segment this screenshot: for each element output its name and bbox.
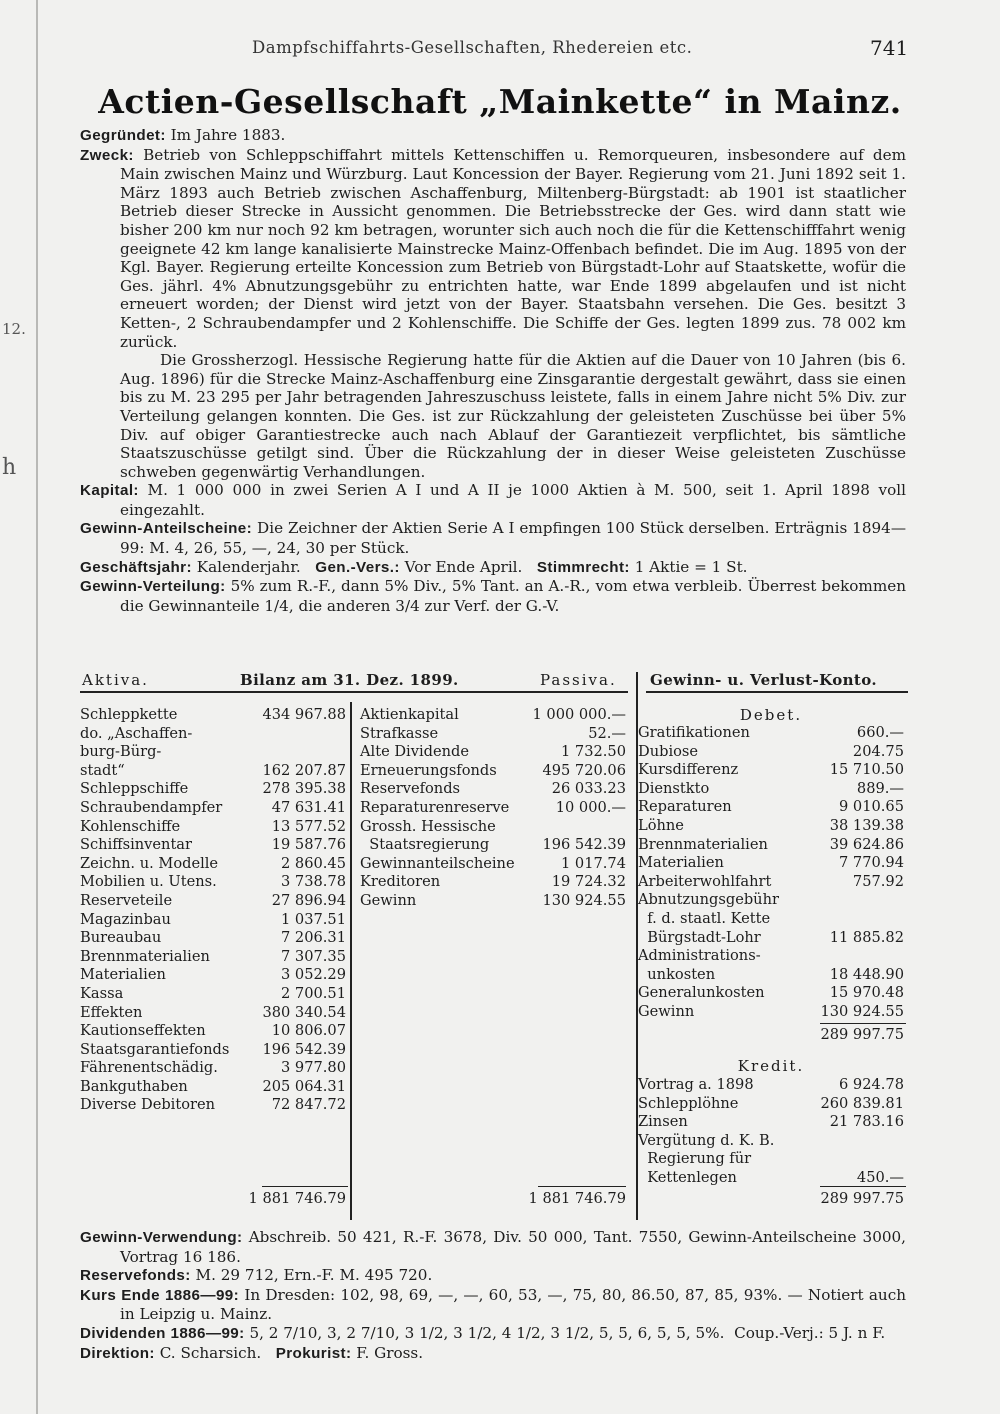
ledger-row <box>638 817 904 836</box>
zweck-label: Zweck: <box>80 146 134 164</box>
kurs-text: In Dresden: 102, 98, 69, —, —, 60, 53, —, 75, 80, 86.50, 87, 85, 93%. — Notiert auch in Leipzig u. Mainz. <box>120 1285 907 1324</box>
bilanz-top-rule <box>80 691 628 693</box>
kurs-line <box>80 1286 906 1324</box>
aktiva-total: 1 881 746.79 <box>248 1190 346 1207</box>
reservefonds-text: M. 29 712, Ern.-F. M. 495 720. <box>195 1266 433 1285</box>
ledger-item-name: Effekten <box>80 1003 143 1021</box>
direktion-text: C. Scharsich. <box>159 1343 262 1362</box>
passiva-list <box>360 706 626 911</box>
ledger-item-name: Löhne <box>638 816 684 834</box>
gewinn-verteilung-text: 5% zum R.-F., dann 5% Div., 5% Tant. an A.-R., vom etwa verbleib. Überrest bekommen die Gewinnanteile 1/4, die anderen 3/4 zur Verf. der G.-V. <box>120 577 906 615</box>
ledger-item-name: Schlepplöhne <box>638 1094 739 1112</box>
ledger-row <box>80 706 346 725</box>
ledger-item-name: Schleppschiffe <box>80 780 189 798</box>
ledger-row <box>638 761 904 780</box>
ledger-item-value: 7 770.94 <box>839 854 904 872</box>
ledger-item-value: 278 395.38 <box>262 780 346 798</box>
dividenden-text: 5, 2 7/10, 3, 2 7/10, 3 1/2, 3 1/2, 4 1/2, 3 1/2, 5, 5, 6, 5, 5, 5%. <box>249 1323 725 1342</box>
ledger-item-name: Regierung für <box>638 1150 752 1168</box>
ledger-item-name: Schraubendampfer <box>80 798 223 816</box>
ledger-row <box>80 762 346 781</box>
ledger-row <box>80 1059 346 1078</box>
ledger-item-value: 7 307.35 <box>281 947 346 965</box>
ledger-item-value: 130 924.55 <box>820 1002 904 1020</box>
ledger-item-name: Alte Dividende <box>360 743 469 761</box>
ledger-item-value: 47 631.41 <box>271 798 346 816</box>
gewinn-verteilung-label: Gewinn-Verteilung: <box>80 578 226 596</box>
ledger-row <box>80 966 346 985</box>
ledger-item-value: 38 139.38 <box>829 816 904 834</box>
ledger-row <box>638 1169 904 1188</box>
ledger-row <box>638 836 904 855</box>
ledger-row <box>80 873 346 892</box>
ledger-item-name: Kohlenschiffe <box>80 817 181 835</box>
ledger-item-name: Reparaturenreserve <box>360 798 510 816</box>
ledger-item-value: 6 924.78 <box>839 1076 904 1093</box>
ledger-row <box>638 929 904 948</box>
ledger-item-value: 26 033.23 <box>551 780 626 798</box>
ledger-item-value: 9 010.65 <box>839 798 904 816</box>
ledger-item-value: 19 724.32 <box>551 873 626 891</box>
ledger-item-name: Kettenlegen <box>638 1168 737 1186</box>
kapital-line <box>80 481 906 519</box>
ledger-item-name: Reserveteile <box>80 891 173 909</box>
ledger-item-value: 1 000 000.— <box>532 706 626 723</box>
passiva-total: 1 881 746.79 <box>528 1190 626 1207</box>
page-number: 741 <box>870 36 909 60</box>
ledger-row <box>638 1095 904 1114</box>
ledger-item-name: Brennmaterialien <box>638 835 768 853</box>
ledger-item-name: Dienstkto <box>638 779 710 797</box>
ledger-row <box>638 966 904 985</box>
ledger-item-value: 10 806.07 <box>271 1022 346 1040</box>
ledger-item-value: 52.— <box>588 724 626 742</box>
margin-mark: 12. <box>2 320 26 338</box>
ledger-item-name: Arbeiterwohlfahrt <box>638 872 772 890</box>
ledger-row <box>360 780 626 799</box>
ledger-item-name: Fährenentschädig. <box>80 1059 218 1077</box>
ledger-item-name: Magazinbau <box>80 910 171 928</box>
ledger-row <box>638 910 904 929</box>
ledger-item-name: Schleppkette <box>80 706 178 723</box>
ledger-item-value: 130 924.55 <box>542 891 626 909</box>
ledger-item-value: 260 839.81 <box>820 1094 904 1112</box>
direktion-label: Direktion: <box>80 1344 155 1362</box>
ledger-item-name: Materialien <box>80 966 166 984</box>
geschaeftsjahr-label: Geschäftsjahr: <box>80 558 192 576</box>
gewinnanteilscheine-text: Die Zeichner der Aktien Serie A I empfingen 100 Stück derselben. Erträgnis 1894—99: M. 4, 26, 55, —, 24, 30 per Stück. <box>120 519 907 558</box>
gewinnanteilscheine-line <box>80 519 906 557</box>
ledger-row <box>80 780 346 799</box>
gewinnanteilscheine-label: Gewinn-Anteilscheine: <box>80 520 253 538</box>
ledger-row <box>80 725 346 744</box>
ledger-item-value: 196 542.39 <box>542 836 626 854</box>
ledger-item-value: 434 967.88 <box>262 706 346 723</box>
ledger-row <box>638 854 904 873</box>
ledger-item-name: Vortrag a. 1898 <box>638 1076 754 1093</box>
ledger-item-name: Gratifikationen <box>638 724 750 741</box>
zweck-text-2: Die Grossherzogl. Hessische Regierung hatte für die Aktien auf die Dauer von 10 Jahren (bis 6. Aug. 1896) für die Strecke Mainz-Aschaffenburg eine Zinsgarantie dergestalt gewährt, dass sie einen bis zu M. 23 295 per Jahr betragenden Jahreszuschuss leistete, falls in einem Jahre nicht 5% Div. zur Verteilung gelangen konnten. Die Ges. ist zur Rückzahlung der geleisteten Zuschüsse bei über 5% Div. auf obiger Garantiestrecke auch nach Ablauf der Garantiezeit verpflichtet, bis sämtliche Staatszuschüsse getilgt sind. Über die Rückzahlung der in dieser Weise geleisteten Zuschüsse schweben gegenwärtig Verhandlungen. <box>120 351 906 481</box>
geschaeftsjahr-line <box>80 558 906 578</box>
bilanz-mid-divider <box>350 702 352 1220</box>
ledger-item-value: 2 700.51 <box>281 984 346 1002</box>
ledger-row <box>80 743 346 762</box>
ledger-item-name: Staatsregierung <box>360 836 490 854</box>
ledger-row <box>80 1096 346 1115</box>
coup-text: Coup.-Verj.: 5 J. n F. <box>734 1323 886 1342</box>
ledger-row <box>638 1150 904 1169</box>
ledger-item-name: Generalunkosten <box>638 984 765 1002</box>
guv-top-rule <box>646 691 908 693</box>
ledger-item-name: Mobilien u. Utens. <box>80 873 217 891</box>
ledger-row <box>360 855 626 874</box>
ledger-item-value: 1 732.50 <box>561 743 626 761</box>
ledger-row <box>80 892 346 911</box>
ledger-row <box>360 762 626 781</box>
running-head: Dampfschiffahrts-Gesellschaften, Rhedereien etc. <box>252 38 693 57</box>
gegruendet-line <box>80 126 906 146</box>
ledger-item-name: Zeichn. u. Modelle <box>80 854 219 872</box>
kredit-list <box>638 1076 904 1188</box>
ledger-row <box>638 798 904 817</box>
ledger-row <box>638 1003 904 1022</box>
ledger-item-value: 15 710.50 <box>829 761 904 779</box>
ledger-item-value: 27 896.94 <box>271 891 346 909</box>
ledger-item-name: Staatsgarantiefonds <box>80 1040 230 1058</box>
stimmrecht-label: Stimmrecht: <box>536 558 630 576</box>
ledger-item-value: 11 885.82 <box>829 928 904 946</box>
dividenden-label: Dividenden 1886—99: <box>80 1324 245 1342</box>
gewinn-verwendung-line <box>80 1228 906 1266</box>
ledger-row <box>80 1041 346 1060</box>
ledger-item-name: Kursdifferenz <box>638 761 739 779</box>
ledger-item-name: Bürgstadt-Lohr <box>638 928 761 946</box>
ledger-item-name: stadt“ <box>80 761 125 779</box>
stimmrecht-text: 1 Aktie = 1 St. <box>634 557 748 576</box>
ledger-item-name: burg-Bürg- <box>80 743 162 761</box>
ledger-row <box>360 818 626 837</box>
ledger-item-value: 196 542.39 <box>262 1040 346 1058</box>
ledger-row <box>360 706 626 725</box>
ledger-row <box>80 855 346 874</box>
ledger-row <box>638 1113 904 1132</box>
page-edge-line <box>36 0 38 1414</box>
zweck-paragraph <box>80 146 906 352</box>
ledger-item-value: 660.— <box>856 724 904 741</box>
ledger-row <box>638 947 904 966</box>
kredit-sum-rule <box>820 1186 906 1187</box>
passiva-sum-rule <box>538 1186 626 1187</box>
ledger-item-value: 19 587.76 <box>271 836 346 854</box>
ledger-item-name: Materialien <box>638 854 724 872</box>
ledger-item-name: Bureaubau <box>80 929 162 947</box>
reservefonds-line <box>80 1266 906 1286</box>
ledger-item-value: 7 206.31 <box>281 929 346 947</box>
ledger-item-value: 204.75 <box>852 742 904 760</box>
footer-block <box>80 1228 906 1363</box>
ledger-item-name: Reparaturen <box>638 798 732 816</box>
ledger-row <box>360 836 626 855</box>
debet-label: Debet. <box>739 706 803 724</box>
ledger-row <box>638 743 904 762</box>
gen-vers-text: Vor Ende April. <box>404 557 523 576</box>
ledger-row <box>638 1076 904 1095</box>
ledger-row <box>80 818 346 837</box>
ledger-item-value: 3 738.78 <box>281 873 346 891</box>
gegruendet-text: Im Jahre 1883. <box>170 126 286 144</box>
ledger-row <box>360 873 626 892</box>
ledger-item-value: 162 207.87 <box>262 761 346 779</box>
ledger-row <box>80 911 346 930</box>
gewinn-verwendung-text: Abschreib. 50 421, R.-F. 3678, Div. 50 000, Tant. 7550, Gewinn-Anteilscheine 3000, Vortrag 16 186. <box>120 1228 907 1266</box>
ledger-item-name: Bankguthaben <box>80 1077 188 1095</box>
ledger-item-value: 15 970.48 <box>829 984 904 1002</box>
ledger-item-value: 3 977.80 <box>281 1059 346 1077</box>
ledger-item-value: 889.— <box>856 779 904 797</box>
ledger-item-name: Gewinn <box>360 891 417 909</box>
ledger-item-name: Vergütung d. K. B. <box>638 1131 775 1149</box>
ledger-item-value: 757.92 <box>852 872 904 890</box>
ledger-item-name: Grossh. Hessische <box>360 817 496 835</box>
ledger-item-name: Brennmaterialien <box>80 947 210 965</box>
ledger-item-name: f. d. staatl. Kette <box>638 909 771 927</box>
ledger-row <box>638 1132 904 1151</box>
direktion-line <box>80 1344 906 1364</box>
ledger-item-name: Diverse Debitoren <box>80 1096 215 1114</box>
kredit-total: 289 997.75 <box>820 1190 904 1207</box>
ledger-row <box>80 799 346 818</box>
ledger-item-name: Kassa <box>80 984 124 1002</box>
ledger-row <box>360 892 626 911</box>
prokurist-text: F. Gross. <box>356 1343 424 1362</box>
kapital-label: Kapital: <box>80 482 139 500</box>
ledger-row <box>638 984 904 1003</box>
ledger-item-name: Strafkasse <box>360 724 439 742</box>
zweck-paragraph-2 <box>80 351 906 481</box>
bilanz-title: Bilanz am 31. Dez. 1899. <box>240 671 459 689</box>
ledger-row <box>638 724 904 743</box>
ledger-item-name: Kreditoren <box>360 873 441 891</box>
ledger-item-value: 1 037.51 <box>281 910 346 928</box>
ledger-item-name: Erneuerungsfonds <box>360 761 497 779</box>
ledger-row <box>360 799 626 818</box>
ledger-row <box>360 743 626 762</box>
aktiva-label: Aktiva. <box>82 671 149 689</box>
ledger-row <box>80 1004 346 1023</box>
ledger-item-name: Gewinn <box>638 1002 695 1020</box>
ledger-row <box>80 1022 346 1041</box>
aktiva-list <box>80 706 346 1115</box>
geschaeftsjahr-text: Kalenderjahr. <box>196 557 301 576</box>
ledger-item-value: 18 448.90 <box>829 965 904 983</box>
ledger-item-name: Gewinnanteilscheine <box>360 854 515 872</box>
ledger-item-value: 13 577.52 <box>271 817 346 835</box>
margin-mark: h <box>2 455 17 480</box>
ledger-item-value: 495 720.06 <box>542 761 626 779</box>
ledger-item-value: 39 624.86 <box>829 835 904 853</box>
ledger-row <box>80 948 346 967</box>
ledger-item-name: Abnutzungsgebühr <box>638 891 779 909</box>
debet-list <box>638 724 904 1022</box>
ledger-row <box>80 929 346 948</box>
passiva-label: Passiva. <box>540 671 617 689</box>
ledger-item-name: Aktienkapital <box>360 706 459 723</box>
ledger-row <box>638 891 904 910</box>
ledger-item-value: 10 000.— <box>555 798 626 816</box>
gegruendet-label: Gegründet: <box>80 127 166 144</box>
kapital-text: M. 1 000 000 in zwei Serien A I und A II je 1000 Aktien à M. 500, seit 1. April 1898 voll eingezahlt. <box>120 481 906 519</box>
ledger-item-value: 3 052.29 <box>281 966 346 984</box>
ledger-item-name: do. „Aschaffen- <box>80 724 193 742</box>
ledger-item-value: 21 783.16 <box>829 1113 904 1131</box>
kredit-label: Kredit. <box>737 1057 805 1075</box>
intro-block <box>80 126 906 615</box>
ledger-item-name: Schiffsinventar <box>80 836 192 854</box>
ledger-row <box>80 985 346 1004</box>
gen-vers-label: Gen.-Vers.: <box>315 558 400 576</box>
ledger-row <box>638 873 904 892</box>
ledger-item-value: 2 860.45 <box>281 854 346 872</box>
ledger-item-value: 72 847.72 <box>271 1096 346 1114</box>
ledger-item-name: Kautionseffekten <box>80 1022 206 1040</box>
ledger-item-name: unkosten <box>638 965 716 983</box>
ledger-item-name: Reservefonds <box>360 780 461 798</box>
guv-title: Gewinn- u. Verlust-Konto. <box>650 671 877 689</box>
ledger-item-value: 205 064.31 <box>262 1077 346 1095</box>
debet-sum-rule <box>820 1023 906 1024</box>
ledger-row <box>80 836 346 855</box>
debet-total: 289 997.75 <box>820 1026 904 1043</box>
ledger-row <box>638 780 904 799</box>
aktiva-sum-rule <box>262 1186 348 1187</box>
ledger-item-value: 1 017.74 <box>561 854 626 872</box>
ledger-item-name: Zinsen <box>638 1113 688 1131</box>
ledger-item-value: 450.— <box>856 1168 904 1186</box>
ledger-row <box>80 1078 346 1097</box>
ledger-item-value: 380 340.54 <box>262 1003 346 1021</box>
gewinn-verwendung-label: Gewinn-Verwendung: <box>80 1229 243 1246</box>
reservefonds-label: Reservefonds: <box>80 1267 191 1285</box>
prokurist-label: Prokurist: <box>275 1344 352 1362</box>
ledger-item-name: Dubiose <box>638 742 699 760</box>
kurs-label: Kurs Ende 1886—99: <box>80 1286 240 1304</box>
ledger-row <box>360 725 626 744</box>
ledger-item-name: Administrations- <box>638 947 761 965</box>
dividenden-line <box>80 1324 906 1344</box>
page-title: Actien-Gesellschaft „Mainkette“ in Mainz. <box>98 82 902 121</box>
zweck-text: Betrieb von Schleppschiffahrt mittels Kettenschiffen u. Remorqueuren, insbesondere auf dem Main zwischen Mainz und Würzburg. Laut Koncession der Bayer. Regierung vom 21. Juni 1892 seit 1. März 1893 auch Betrieb zwischen Aschaffenburg, Miltenberg-Bürgstadt: ab 1901 ist staatlicher Betrieb dieser Strecke in Aussicht genommen. Die Betriebsstrecke der Ges. wird dann statt wie bisher 200 km nur noch 92 km betragen, worunter sich auch noch die für die Kettenschifffahrt wenig geeignete 42 km lange kanalisierte Mainstrecke Mainz-Offenbach befindet. Die im Aug. 1895 von der Kgl. Bayer. Regierung erteilte Koncession zum Betrieb von Bürgstadt-Lohr auf Staatskette, wofür die Ges. jährl. 4% Abnutzungsgebühr zu entrichten hatte, war Ende 1899 abgelaufen und ist nicht erneuert worden; der Dienst wird jetzt von der Bayer. Staatsbahn versehen. Die Ges. besitzt 3 Ketten-, 2 Schraubendampfer und 2 Kohlenschiffe. Die Schiffe der Ges. legten 1899 zus. 78 002 km zurück. <box>120 145 907 351</box>
gewinn-verteilung-line <box>80 577 906 615</box>
